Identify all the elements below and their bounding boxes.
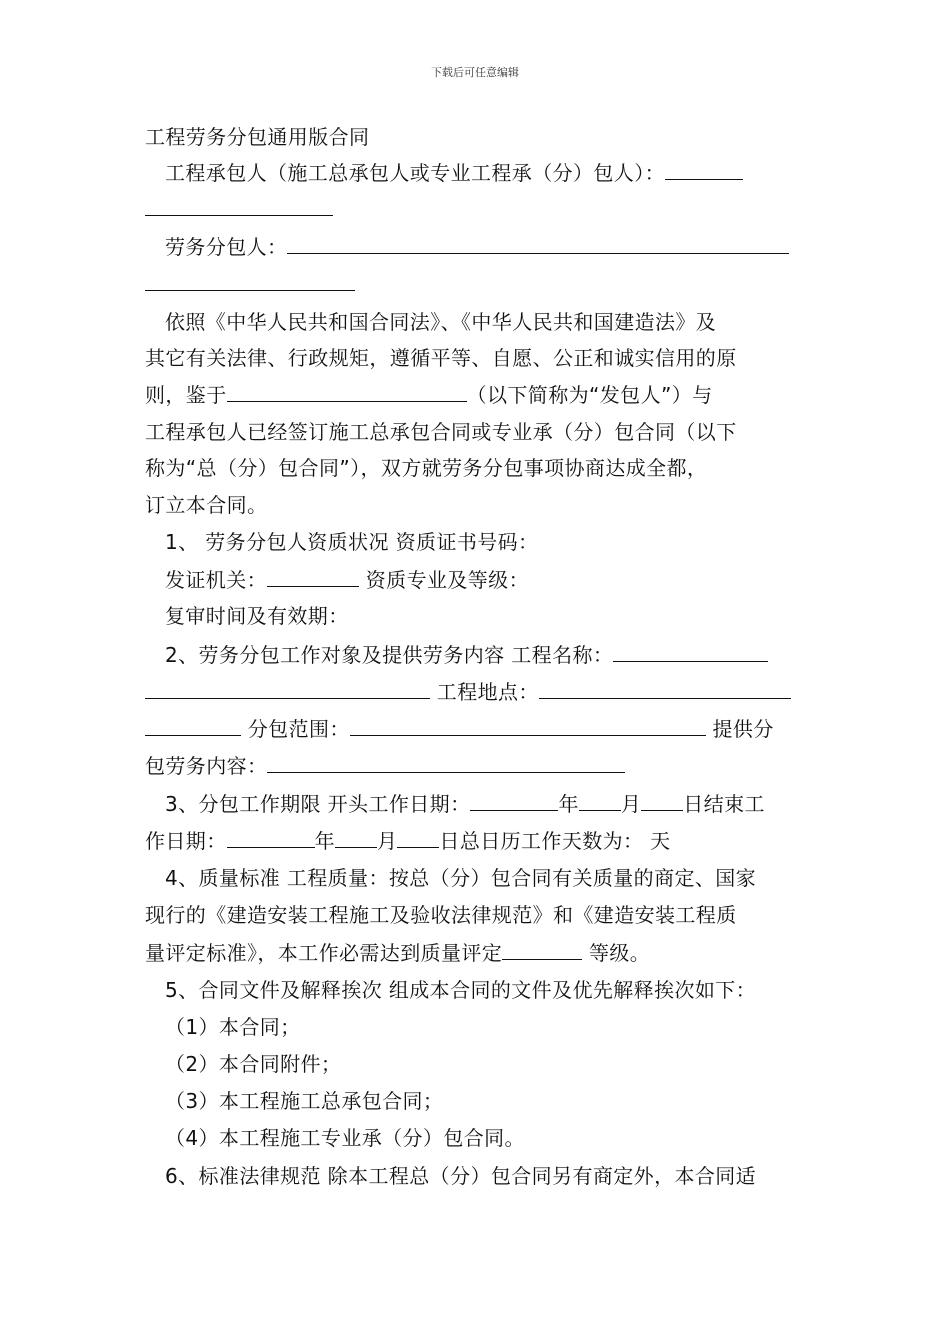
blank [397, 827, 439, 848]
text: 年 [314, 829, 336, 853]
text: （以下简称为“发包人”）与 [466, 383, 713, 407]
section-1-review: 复审时间及有效期： [165, 604, 349, 628]
blank [641, 790, 683, 811]
issuer-blank [267, 566, 359, 587]
scope-blank [350, 715, 706, 736]
text: 资质专业及等级： [365, 568, 529, 592]
location-blank [539, 678, 791, 699]
text: 日结束工 [683, 792, 765, 816]
text: 日总日历工作天数为： 天 [439, 829, 671, 853]
text: 包劳务内容： [145, 754, 268, 778]
text: 3、分包工作期限 开头工作日期： [165, 792, 471, 816]
text: 2、劳务分包工作对象及提供劳务内容 工程名称： [165, 643, 614, 667]
preamble-line-5: 称为“总（分）包合同”），双方就劳务分包事项协商达成全都， [145, 456, 708, 480]
text: 则，鉴于 [145, 383, 227, 407]
employer-blank [227, 381, 467, 402]
subcontractor-label: 劳务分包人： [165, 235, 288, 259]
text: 提供分 [712, 717, 774, 741]
section-1-issuer [165, 566, 529, 593]
preamble-line-4: 工程承包人已经签订施工总承包合同或专业承（分）包合同（以下 [145, 420, 737, 444]
preamble-line-1: 依照《中华人民共和国合同法》、《中华人民共和国建造法》及 [165, 310, 717, 334]
section-1-heading: 1、 劳务分包人资质状况 资质证书号码： [165, 530, 539, 554]
blank [145, 678, 430, 699]
contractor-label: 工程承包人（施工总承包人或专业工程承（分）包人）： [165, 161, 665, 185]
text: 作日期： [145, 829, 227, 853]
contractor-line [165, 159, 743, 186]
preamble-line-3 [145, 381, 713, 408]
section-2-location [145, 678, 791, 705]
preamble-line-6: 订立本合同。 [145, 493, 268, 517]
content-blank [267, 752, 625, 773]
list-item-2: （2）本合同附件； [165, 1052, 342, 1076]
blank [579, 790, 621, 811]
blank [145, 195, 333, 216]
subcontractor-blank-cont [145, 270, 355, 297]
subcontractor-line [165, 233, 789, 260]
blank [470, 790, 558, 811]
document-title [145, 124, 369, 150]
blank [145, 715, 241, 736]
blank [227, 827, 315, 848]
project-name-blank [613, 641, 768, 662]
subcontractor-blank [287, 233, 789, 254]
contractor-blank-cont [145, 195, 333, 222]
section-2-scope [145, 715, 774, 742]
contractor-blank [665, 159, 743, 180]
preamble-line-2: 其它有关法律、行政规矩，遵循平等、自愿、公正和诚实信用的原 [145, 346, 737, 370]
grade-blank [502, 939, 582, 960]
text: 分包范围： [247, 717, 350, 741]
text: 工程地点： [436, 680, 539, 704]
section-3-end [145, 827, 671, 854]
list-item-4: （4）本工程施工专业承（分）包合同。 [165, 1126, 525, 1150]
section-4-line-1: 4、质量标准 工程质量：按总（分）包合同有关质量的商定、国家 [165, 866, 757, 890]
list-item-3: （3）本工程施工总承包合同； [165, 1089, 444, 1113]
section-6-heading: 6、标准法律规范 除本工程总（分）包合同另有商定外，本合同适 [165, 1164, 757, 1188]
title-text: 工程劳务分包通用版合同 [145, 125, 370, 149]
blank [335, 827, 377, 848]
text: 等级。 [588, 941, 651, 965]
text: 年 [558, 792, 579, 816]
list-item-1: （1）本合同； [165, 1015, 301, 1039]
blank [145, 270, 355, 291]
text: 月 [377, 829, 398, 853]
text: 发证机关： [165, 568, 267, 592]
section-4-line-3 [145, 939, 650, 966]
text: 量评定标准》，本工作必需达到质量评定 [145, 941, 503, 965]
section-2-heading [165, 641, 768, 668]
section-5-heading: 5、合同文件及解释挨次 组成本合同的文件及优先解释挨次如下： [165, 978, 757, 1002]
section-3-start [165, 790, 765, 817]
section-4-line-2: 现行的《建造安装工程施工及验收法律规范》和《建造安装工程质 [145, 903, 737, 927]
page-header-note: 下载后可任意编辑 [431, 66, 519, 79]
section-2-content [145, 752, 625, 779]
text: 月 [620, 792, 642, 816]
